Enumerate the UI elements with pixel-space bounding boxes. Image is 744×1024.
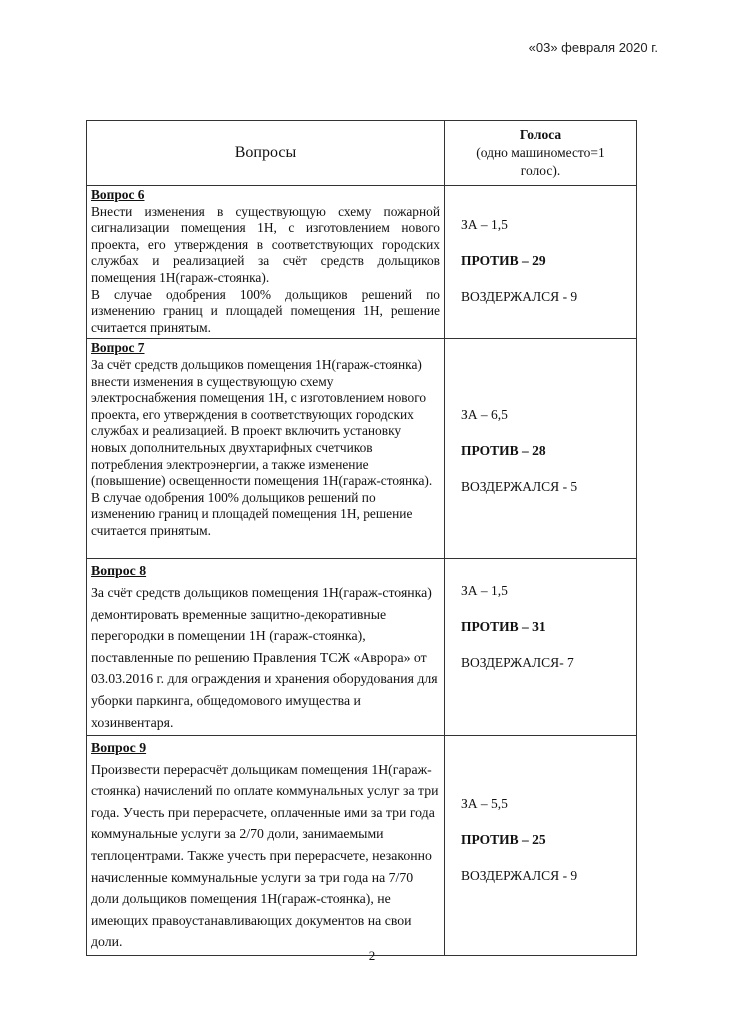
question-title: Вопрос 7 [91,340,145,356]
votes-against: ПРОТИВ – 28 [461,443,546,459]
votes-abstain: ВОЗДЕРЖАЛСЯ- 7 [461,655,574,671]
question-row [87,186,637,339]
votes-cell [445,339,637,559]
column-header-votes [445,121,637,186]
votes-abstain: ВОЗДЕРЖАЛСЯ - 5 [461,479,578,495]
column-header-questions: Вопросы [87,121,445,186]
votes-abstain: ВОЗДЕРЖАЛСЯ - 9 [461,868,578,884]
question-title: Вопрос 8 [91,563,147,579]
votes-against: ПРОТИВ – 29 [461,253,546,268]
votes-for: ЗА – 1,5 [461,583,508,599]
question-paragraph: В случае одобрения 100% дольщиков решений по изменению границ и площадей помещения 1Н, решение считается принятым. [91,489,413,538]
voting-results-table [86,120,637,956]
question-paragraph: За счёт средств дольщиков помещения 1Н(гараж-стоянка) демонтировать временные защитно-декоративные перегородки в помещении 1Н (гараж-стоянка), поставленные по решению Правления ТСЖ «Аврора» от 03.03.2016 г. для ограждения и хранения оборудования для уборки паркинга, общедомового имущества и хозинвентаря. [91,584,438,730]
votes-for: ЗА – 5,5 [461,796,508,812]
question-cell [87,186,445,339]
page-number: 2 [368,948,376,963]
question-row [87,339,637,559]
question-paragraph: Внести изменения в существующую схему пожарной сигнализации помещения 1Н, с изготовлением нового проекта, его утверждения в соответствующих городских службах и реализацией за счёт средств дольщиков помещения 1Н(гараж-стоянка). [91,203,440,285]
votes-cell [445,559,637,736]
question-cell [87,339,445,559]
votes-against: ПРОТИВ – 25 [461,832,546,848]
table-header-row [87,121,637,186]
votes-for: ЗА – 1,5 [461,217,508,232]
votes-cell [445,186,637,339]
question-cell [87,559,445,736]
question-cell [87,736,445,956]
question-row [87,559,637,736]
document-date: «03» февраля 2020 г. [528,40,658,55]
question-row [87,736,637,956]
question-paragraph: В случае одобрения 100% дольщиков решений по изменению границ и площадей помещения 1Н, решение считается принятым. [91,286,440,335]
question-title: Вопрос 9 [91,740,147,756]
votes-note: (одно машиноместо=1 голос). [476,145,605,178]
votes-against: ПРОТИВ – 31 [461,619,546,635]
question-paragraph: За счёт средств дольщиков помещения 1Н(гараж-стоянка) внести изменения в существующую схему электроснабжения помещения 1Н, с изготовлением нового проекта, его утверждения в соответствующих городских службах и реализацией. В проект включить установку новых дополнительных двухтарифных счетчиков потребления электроэнергии, а также изменение (повышение) освещенности помещения 1Н(гараж-стоянка). [91,356,433,489]
votes-cell [445,736,637,956]
question-title: Вопрос 6 [91,187,145,202]
votes-title: Голоса [519,127,562,142]
question-paragraph: Произвести перерасчёт дольщикам помещения 1Н(гараж-стоянка) начислений по оплате коммунальных услуг за три года. Учесть при перерасчете, оплаченные ими за три года коммунальные услуги за 2/70 доли, занимаемыми теплоцентрами. Также учесть при перерасчете, незаконно начисленные коммунальные услуги за три года на 7/70 доли дольщиков помещения 1Н(гараж-стоянка), не имеющих правоустанавливающих документов на свои доли. [91,761,439,950]
votes-abstain: ВОЗДЕРЖАЛСЯ - 9 [461,289,578,304]
votes-for: ЗА – 6,5 [461,407,508,423]
